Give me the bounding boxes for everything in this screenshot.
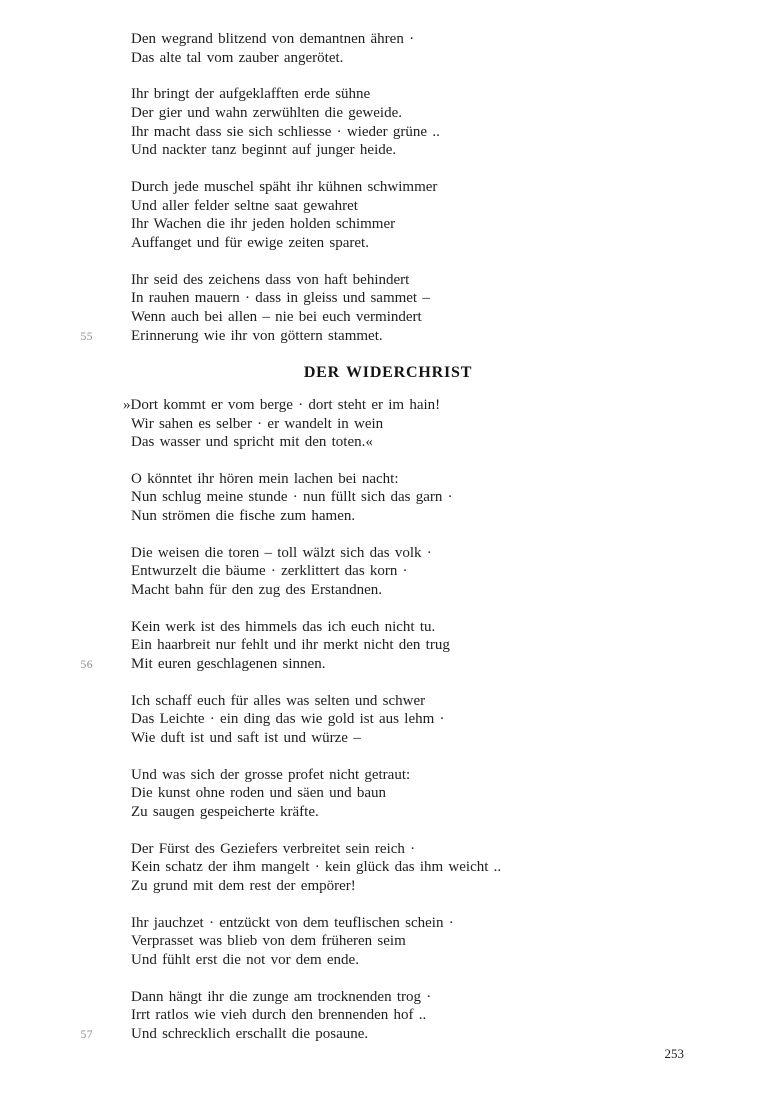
verse-text: Ihr seid des zeichens dass von haft behindert [131,271,410,288]
verse-line [131,141,770,160]
verse-line [80,327,770,346]
verse-line [131,104,770,123]
verse-text: Und aller felder seltne saat gewahret [131,197,358,214]
verse-line [131,877,770,896]
verse-text: Der gier und wahn zerwühlten die geweide. [131,104,402,121]
verse-line [131,308,770,327]
stanza [80,988,770,1044]
verse-line [80,655,770,674]
verse-text: Auffanget und für ewige zeiten sparet. [131,234,369,251]
verse-text: Ihr Wachen die ihr jeden holden schimmer [131,216,396,233]
verse-line [131,415,770,434]
verse-text: »Dort kommt er vom berge · dort steht er im hain! [123,396,441,413]
verse-line [131,178,770,197]
verse-text: Das Leichte · ein ding das wie gold ist aus lehm · [131,711,445,728]
verse-text: Ihr bringt der aufgeklafften erde sühne [131,86,371,103]
stanza [80,271,770,346]
verse-text: Die weisen die toren – toll wälzt sich das volk · [131,544,432,561]
verse-line [131,30,770,49]
verse-line [131,581,770,600]
verse-text: Dann hängt ihr die zunge am trocknenden trog · [131,988,432,1005]
verse-text: Wenn auch bei allen – nie bei euch vermindert [131,308,422,325]
verse-text: Und nackter tanz beginnt auf junger heide. [131,142,397,159]
verse-line [131,710,770,729]
verse-text: Den wegrand blitzend von demantnen ähren · [131,31,415,47]
verse-text: Irrt ratlos wie vieh durch den brennenden hof .. [131,1007,427,1024]
verse-text: Verprasset was blieb von dem früheren seim [131,933,406,950]
verse-line [131,507,770,526]
verse-line [131,803,770,822]
verse-line [131,840,770,859]
verse-line [131,729,770,748]
verse-line [131,488,770,507]
verse-text: Ihr macht dass sie sich schliesse · wieder grüne .. [131,123,440,140]
verse-line [123,396,770,415]
poem-title: DER WIDERCHRIST [303,364,473,382]
verse-text: Erinnerung wie ihr von göttern stammet. [131,327,383,344]
verse-text: Wie duft ist und saft ist und würze – [131,730,361,747]
verse-text: Das alte tal vom zauber angerötet. [131,49,344,66]
verse-line [131,1006,770,1025]
verse-text: In rauhen mauern · dass in gleiss und sammet – [131,290,430,307]
verse-text: Zu grund mit dem rest der empörer! [131,877,356,894]
verse-line [131,271,770,290]
verse-line [131,858,770,877]
verse-line [131,544,770,563]
verse-line [131,234,770,253]
stanza [80,618,770,674]
poem [80,30,770,1062]
verse-text: Ihr jauchzet · entzückt von dem teuflischen schein · [131,914,454,931]
stanza [131,470,770,526]
stanza [131,692,770,748]
verse-text: Der Fürst des Geziefers verbreitet sein reich · [131,840,416,857]
verse-line [131,433,770,452]
verse-text: Kein werk ist des himmels das ich euch nicht tu. [131,618,436,635]
verse-text: Durch jede muschel späht ihr kühnen schwimmer [131,178,438,195]
verse-text: Entwurzelt die bäume · zerklittert das korn · [131,563,408,580]
verse-text: Mit euren geschlagenen sinnen. [131,656,326,673]
verse-line [131,988,770,1007]
verse-text: Macht bahn für den zug des Erstandnen. [131,582,383,599]
verse-text: O könntet ihr hören mein lachen bei nacht: [131,470,399,487]
verse-line [131,951,770,970]
stanza [131,544,770,600]
verse-line [131,562,770,581]
verse-text: Die kunst ohne roden und säen und baun [131,785,387,802]
verse-line [131,85,770,104]
verse-text: Nun strömen die fische zum hamen. [131,508,356,525]
verse-text: Ich schaff euch für alles was selten und schwer [131,692,426,709]
verse-text: Und schrecklich erschallt die posaune. [131,1025,369,1042]
verse-line [131,215,770,234]
verse-line [131,914,770,933]
margin-line-number: 56 [80,659,93,672]
verse-line [80,1025,770,1044]
verse-line [131,289,770,308]
verse-text: Das wasser und spricht mit den toten.« [131,434,373,451]
margin-line-number: 55 [80,330,93,343]
verse-text: Kein schatz der ihm mangelt · kein glück das ihm weicht .. [131,859,502,876]
page-number: 253 [664,1046,684,1061]
verse-line [131,123,770,142]
verse-line [131,636,770,655]
verse-text: Nun schlug meine stunde · nun füllt sich das garn · [131,489,453,506]
stanza [131,30,770,67]
verse-line [131,766,770,785]
verse-line [131,692,770,711]
verse-line [131,784,770,803]
verse-line [131,470,770,489]
stanza [131,914,770,970]
stanza [131,178,770,253]
margin-line-number: 57 [80,1028,93,1041]
verse-text: Wir sahen es selber · er wandelt in wein [131,415,384,432]
verse-text: Und was sich der grosse profet nicht getraut: [131,766,411,783]
verse-line [131,49,770,68]
stanza [131,766,770,822]
stanza [123,396,770,452]
verse-text: Und fühlt erst die not vor dem ende. [131,951,359,968]
verse-text: Ein haarbreit nur fehlt und ihr merkt nicht den trug [131,637,450,654]
verse-text: Zu saugen gespeicherte kräfte. [131,804,319,820]
stanza [131,85,770,160]
verse-line [131,618,770,637]
verse-line [131,932,770,951]
stanza [131,840,770,896]
verse-line [131,197,770,216]
